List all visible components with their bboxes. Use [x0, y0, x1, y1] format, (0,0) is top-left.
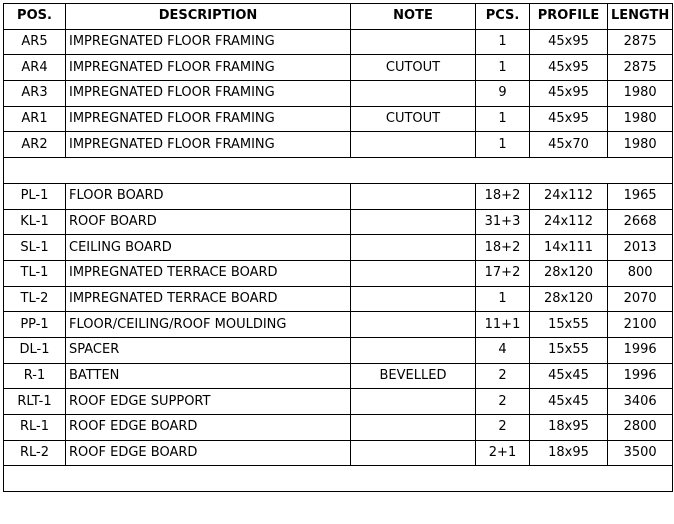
cell-pos: SL-1 [4, 235, 66, 261]
cell-profile: 14x111 [530, 235, 608, 261]
cell-length: 1980 [608, 132, 673, 158]
cell-description: CEILING BOARD [66, 235, 351, 261]
cell-note [351, 183, 476, 209]
cell-description: IMPREGNATED TERRACE BOARD [66, 260, 351, 286]
cell-description: ROOF BOARD [66, 209, 351, 235]
cell-pcs: 18+2 [476, 235, 530, 261]
cell-pcs: 9 [476, 81, 530, 107]
cell-pos: RL-2 [4, 440, 66, 466]
table-row [4, 29, 673, 55]
cell-length: 2100 [608, 312, 673, 338]
cell-note [351, 337, 476, 363]
cell-length: 1980 [608, 106, 673, 132]
cell-pcs: 2 [476, 415, 530, 441]
cell-pos: R-1 [4, 363, 66, 389]
table-row [4, 55, 673, 81]
cell-profile: 18x95 [530, 440, 608, 466]
table-row [4, 363, 673, 389]
cell-pcs: 1 [476, 286, 530, 312]
cell-profile: 28x120 [530, 260, 608, 286]
cell-pcs: 2 [476, 363, 530, 389]
table-row [4, 286, 673, 312]
cell-pos: PL-1 [4, 183, 66, 209]
cell-description: FLOOR/CEILING/ROOF MOULDING [66, 312, 351, 338]
cell-profile: 45x95 [530, 81, 608, 107]
footer-spacer-row [4, 466, 673, 492]
header-pcs: PCS. [476, 4, 530, 30]
table-row [4, 81, 673, 107]
cell-length: 2875 [608, 55, 673, 81]
cell-pos: RL-1 [4, 415, 66, 441]
cell-pcs: 1 [476, 55, 530, 81]
cell-pos: TL-1 [4, 260, 66, 286]
table-row [4, 132, 673, 158]
cell-length: 2070 [608, 286, 673, 312]
table-row [4, 209, 673, 235]
cell-pos: RLT-1 [4, 389, 66, 415]
cell-profile: 28x120 [530, 286, 608, 312]
cell-note [351, 312, 476, 338]
cell-length: 1996 [608, 337, 673, 363]
cell-pcs: 18+2 [476, 183, 530, 209]
cell-description: FLOOR BOARD [66, 183, 351, 209]
header-note: NOTE [351, 4, 476, 30]
cell-profile: 45x95 [530, 55, 608, 81]
cell-description: IMPREGNATED FLOOR FRAMING [66, 81, 351, 107]
cell-pcs: 2 [476, 389, 530, 415]
cell-length: 3406 [608, 389, 673, 415]
cell-profile: 45x45 [530, 389, 608, 415]
cell-note: CUTOUT [351, 55, 476, 81]
cell-profile: 45x70 [530, 132, 608, 158]
cell-note: BEVELLED [351, 363, 476, 389]
cell-pos: AR3 [4, 81, 66, 107]
cell-profile: 45x45 [530, 363, 608, 389]
parts-list-table [3, 3, 673, 492]
group-spacer-row [4, 158, 673, 184]
cell-description: IMPREGNATED FLOOR FRAMING [66, 29, 351, 55]
cell-length: 800 [608, 260, 673, 286]
cell-note: CUTOUT [351, 106, 476, 132]
cell-pcs: 1 [476, 106, 530, 132]
cell-note [351, 440, 476, 466]
cell-pcs: 1 [476, 132, 530, 158]
spacer-cell [4, 158, 673, 184]
cell-note [351, 389, 476, 415]
header-profile: PROFILE [530, 4, 608, 30]
cell-pcs: 17+2 [476, 260, 530, 286]
header-pos: POS. [4, 4, 66, 30]
cell-description: ROOF EDGE SUPPORT [66, 389, 351, 415]
cell-note [351, 235, 476, 261]
cell-profile: 24x112 [530, 183, 608, 209]
cell-description: ROOF EDGE BOARD [66, 440, 351, 466]
cell-description: SPACER [66, 337, 351, 363]
table-row [4, 312, 673, 338]
cell-description: BATTEN [66, 363, 351, 389]
cell-description: IMPREGNATED FLOOR FRAMING [66, 106, 351, 132]
cell-description: IMPREGNATED FLOOR FRAMING [66, 132, 351, 158]
table-row [4, 183, 673, 209]
table-row [4, 389, 673, 415]
cell-pos: TL-2 [4, 286, 66, 312]
cell-pos: KL-1 [4, 209, 66, 235]
cell-length: 3500 [608, 440, 673, 466]
cell-profile: 45x95 [530, 29, 608, 55]
table-row [4, 106, 673, 132]
spacer-cell [4, 466, 673, 492]
cell-note [351, 81, 476, 107]
table-row [4, 440, 673, 466]
cell-note [351, 260, 476, 286]
cell-pcs: 11+1 [476, 312, 530, 338]
cell-description: ROOF EDGE BOARD [66, 415, 351, 441]
cell-profile: 15x55 [530, 337, 608, 363]
cell-profile: 15x55 [530, 312, 608, 338]
cell-pcs: 1 [476, 29, 530, 55]
cell-pos: PP-1 [4, 312, 66, 338]
cell-length: 2013 [608, 235, 673, 261]
cell-length: 1996 [608, 363, 673, 389]
table-row [4, 260, 673, 286]
cell-pcs: 2+1 [476, 440, 530, 466]
cell-pos: AR2 [4, 132, 66, 158]
cell-length: 2875 [608, 29, 673, 55]
header-length: LENGTH [608, 4, 673, 30]
cell-pos: AR5 [4, 29, 66, 55]
cell-profile: 45x95 [530, 106, 608, 132]
cell-description: IMPREGNATED FLOOR FRAMING [66, 55, 351, 81]
cell-note [351, 29, 476, 55]
cell-length: 2668 [608, 209, 673, 235]
cell-profile: 24x112 [530, 209, 608, 235]
table-row [4, 415, 673, 441]
cell-pcs: 31+3 [476, 209, 530, 235]
cell-note [351, 286, 476, 312]
cell-note [351, 415, 476, 441]
cell-pos: AR1 [4, 106, 66, 132]
header-row [4, 4, 673, 30]
table-row [4, 337, 673, 363]
cell-length: 2800 [608, 415, 673, 441]
cell-description: IMPREGNATED TERRACE BOARD [66, 286, 351, 312]
cell-note [351, 132, 476, 158]
header-description: DESCRIPTION [66, 4, 351, 30]
cell-profile: 18x95 [530, 415, 608, 441]
table-row [4, 235, 673, 261]
cell-pos: AR4 [4, 55, 66, 81]
cell-length: 1980 [608, 81, 673, 107]
cell-pos: DL-1 [4, 337, 66, 363]
cell-note [351, 209, 476, 235]
cell-length: 1965 [608, 183, 673, 209]
cell-pcs: 4 [476, 337, 530, 363]
